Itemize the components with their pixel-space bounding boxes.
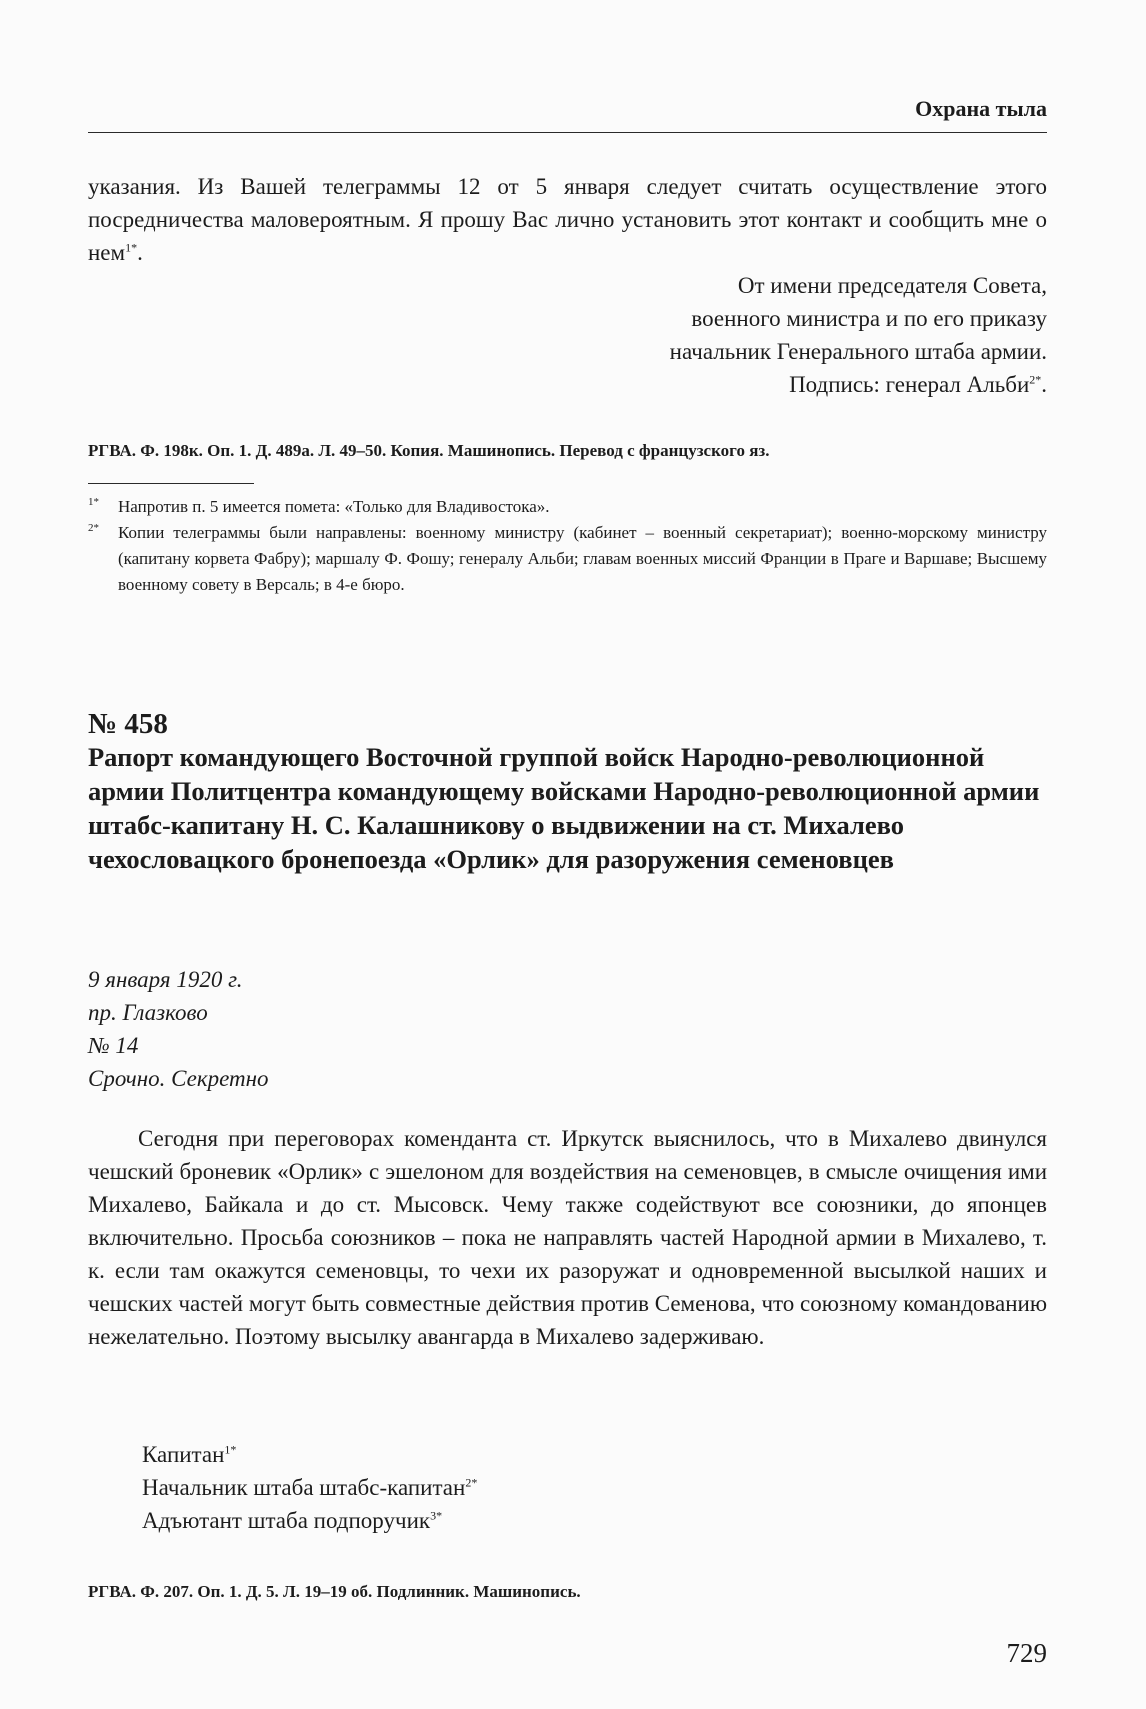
paragraph-end: . [137,240,143,265]
footnote-text: Напротив п. 5 имеется помета: «Только для Владивостока». [118,497,550,516]
running-head: Охрана тыла [915,96,1047,121]
footnote-mark: 1* [88,496,99,508]
footnote [88,494,1047,520]
signatory [142,1471,477,1504]
document-classification: Срочно. Секретно [88,1066,269,1091]
signature-line: военного министра и по его приказу [691,306,1047,331]
paragraph-continuation [88,170,1047,269]
signatories [142,1438,477,1537]
footnotes [88,494,1047,598]
footnote-ref[interactable]: 2* [1029,372,1042,387]
report-paragraph: Сегодня при переговорах коменданта ст. Иркутск выяснилось, что в Михалево двинулся чешский броневик «Орлик» с эшелоном для воздействия на семеновцев, в смысле очищения ими Михалево, Байкала и до ст. Мысовск. Чему также содействуют все союзники, до японцев включительно. Просьба союзников – пока не направлять частей Народной армии в Михалево, т. к. если там окажутся семеновцы, то чехи их разоружат и одновременной высылкой наших и чешских частей могут быть совместные действия против Семенова, что союзному командованию нежелательно. Поэтому высылку авангарда в Михалево задерживаю. [88,1126,1047,1349]
signature-name: Подпись: генерал Альби [789,372,1030,397]
header-rule [88,132,1047,133]
footnote-rule [88,483,254,484]
signature-block [670,269,1047,401]
document-register-number: № 14 [88,1033,139,1058]
page-number: 729 [1006,1638,1047,1668]
footnote-ref[interactable]: 3* [430,1508,443,1523]
signature-line [670,368,1047,401]
signatory [142,1504,477,1537]
archive-reference: РГВА. Ф. 198к. Оп. 1. Д. 489а. Л. 49–50. Копия. Машинопись. Перевод с французского яз. [88,441,770,460]
signatory-title: Начальник штаба штабс-капитан [142,1475,466,1500]
signatory-title: Адъютант штаба подпоручик [142,1508,431,1533]
footnote-ref[interactable]: 1* [125,240,138,255]
paragraph-text: указания. Из Вашей телеграммы 12 от 5 января следует считать осуществление этого посредничества маловероятным. Я прошу Вас лично установить этот контакт и сообщить мне о нем [88,174,1047,265]
document-title: Рапорт командующего Восточной группой войск Народно-революционной армии Политцентра командующему войсками Народно-революционной армии штабс-капитану Н. С. Калашникову о выдвижении на ст. Михалево чехословацкого бронепоезда «Орлик» для разоружения семеновцев [88,742,1040,874]
document-number: № 458 [88,708,168,740]
footnote-ref[interactable]: 1* [224,1442,237,1457]
document-meta [88,963,269,1095]
footnote-text: Копии телеграммы были направлены: военному министру (кабинет – военный секретариат); военно-морскому министру (капитану корвета Фабру); маршалу Ф. Фошу; генералу Альби; главам военных миссий Франции в Праге и Варшаве; Высшему военному совету в Версаль; в 4-е бюро. [118,523,1047,594]
signatory-title: Капитан [142,1442,225,1467]
signature-line: От имени председателя Совета, [737,273,1047,298]
archive-reference: РГВА. Ф. 207. Оп. 1. Д. 5. Л. 19–19 об. Подлинник. Машинопись. [88,1582,581,1601]
signature-line: начальник Генерального штаба армии. [669,339,1047,364]
document-date: 9 января 1920 г. [88,967,243,992]
footnote-mark: 2* [88,522,99,534]
footnote-ref[interactable]: 2* [465,1475,478,1490]
signature-end: . [1041,372,1047,397]
footnote [88,520,1047,598]
signatory [142,1438,477,1471]
document-place: пр. Глазково [88,1000,208,1025]
